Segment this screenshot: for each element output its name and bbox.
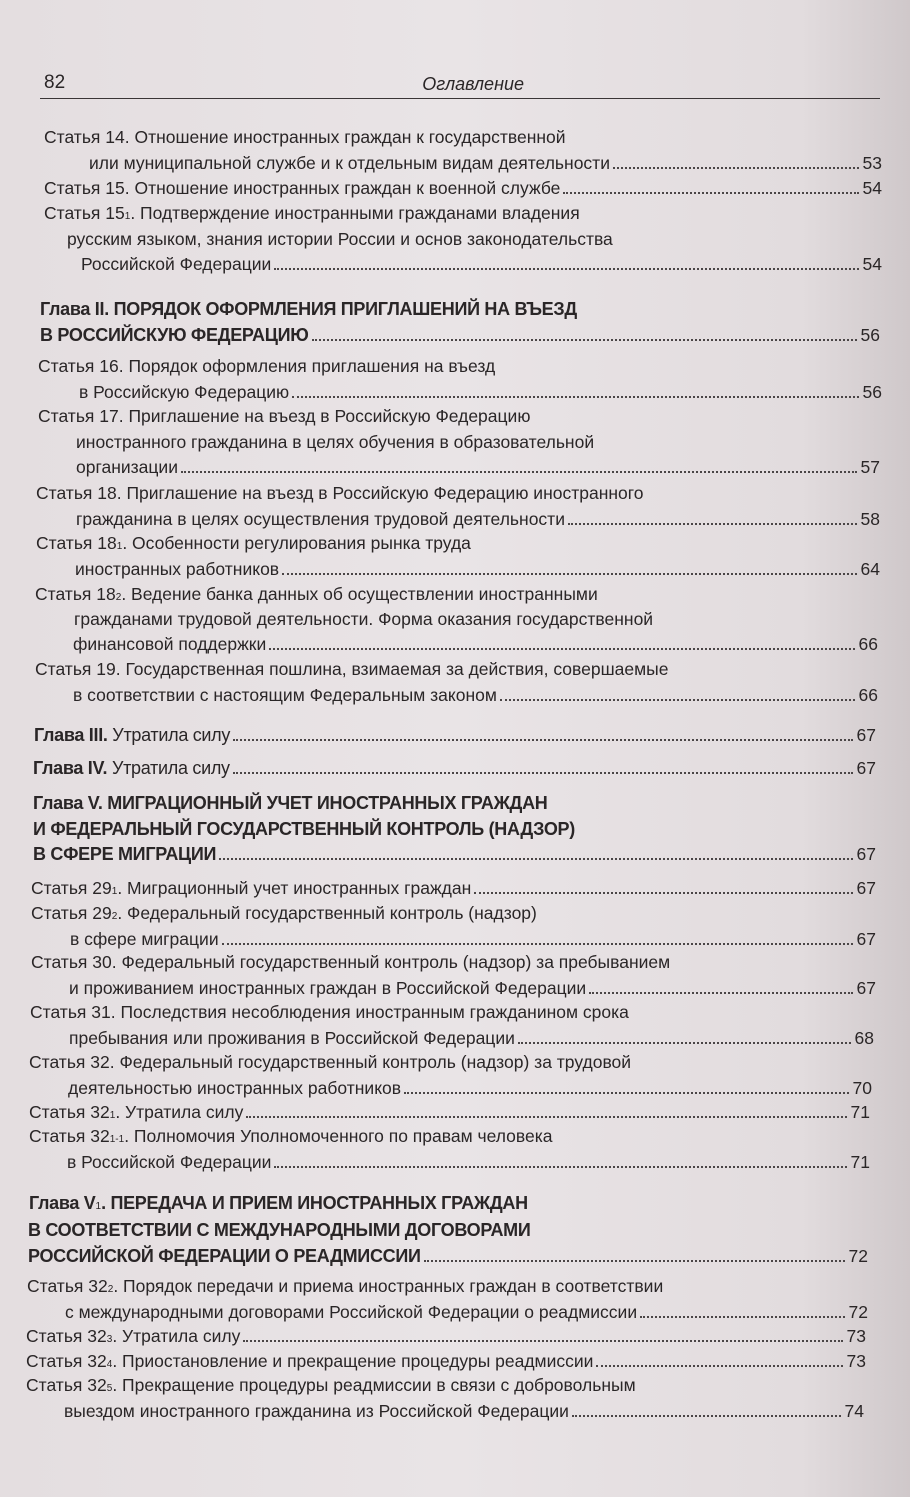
toc-article-line[interactable] — [29, 1050, 631, 1074]
toc-entry-title: Отношение иностранных граждан к военной службе — [129, 178, 561, 198]
toc-article-line[interactable]: Статья 18 1 . Особенности регулирования рынка труда — [36, 533, 471, 553]
toc-article-line[interactable]: Статья 32 2 . Порядок передачи и приема иностранных граждан в соответствии — [27, 1276, 664, 1296]
toc-article-line[interactable] — [75, 557, 880, 581]
running-title: Оглавление — [422, 74, 524, 94]
toc-article-line[interactable] — [35, 657, 668, 681]
toc-entry-title: выездом иностранного гражданина из Российской Федерации — [64, 1401, 569, 1421]
toc-entry-title: В СФЕРЕ МИГРАЦИИ — [33, 844, 217, 864]
toc-article-line[interactable]: Статья 32 1 . Утратила силу 71 — [29, 1102, 870, 1122]
toc-page-number: 73 — [846, 1326, 866, 1346]
toc-entry-title: . Прекращение процедуры реадмиссии в связи с добровольным — [112, 1375, 636, 1395]
dot-leader — [640, 1315, 844, 1318]
toc-entry-title: в соответствии с настоящим Федеральным законом — [73, 685, 497, 705]
toc-entry-title: Порядок оформления приглашения на въезд — [123, 356, 496, 376]
toc-chapter-line[interactable] — [40, 323, 880, 347]
toc-entry-title: иностранных работников — [75, 559, 280, 579]
toc-entry-title: Российской Федерации — [81, 254, 272, 274]
toc-article-line[interactable]: Статья 32 5 . Прекращение процедуры реадмиссии в связи с добровольным — [26, 1375, 636, 1395]
toc-entry-title: Государственная пошлина, взимаемая за действия, совершаемые — [120, 659, 669, 679]
running-header — [40, 64, 880, 99]
toc-entry-title: русским языком, знания истории России и основ законодательства — [67, 229, 613, 249]
toc-page-number: 71 — [850, 1102, 870, 1122]
toc-entry-title: в Российской Федерации — [67, 1152, 272, 1172]
toc-entry-title: гражданина в целях осуществления трудовой деятельности — [76, 509, 565, 529]
toc-page-number: 67 — [856, 929, 876, 949]
toc-entry-title: деятельностью иностранных работников — [68, 1078, 402, 1098]
toc-page-number: 56 — [862, 382, 882, 402]
toc-entry-title: гражданами трудовой деятельности. Форма оказания государственной — [74, 609, 654, 629]
toc-article-line[interactable] — [65, 1300, 868, 1324]
toc-article-line[interactable] — [36, 481, 644, 505]
toc-page-number: 72 — [848, 1246, 868, 1266]
toc-page-number: 73 — [846, 1351, 866, 1371]
toc-entry-label: Статья 17. — [38, 406, 124, 426]
dot-leader — [596, 1364, 842, 1367]
dot-leader — [233, 771, 853, 774]
toc-entry-title: В РОССИЙСКУЮ ФЕДЕРАЦИЮ — [40, 325, 309, 345]
toc-article-line[interactable] — [68, 1076, 872, 1100]
dot-leader — [589, 991, 852, 994]
toc-entry-label: Глава II. — [40, 299, 109, 319]
toc-entry-title: МИГРАЦИОННЫЙ УЧЕТ ИНОСТРАННЫХ ГРАЖДАН — [102, 793, 548, 813]
toc-entry-label: Статья 32 — [26, 1351, 107, 1371]
dot-leader — [563, 191, 858, 194]
toc-article-line[interactable]: Статья 32 4 . Приостановление и прекращение процедуры реадмиссии 73 — [26, 1351, 866, 1371]
toc-article-line[interactable]: Статья 29 2 . Федеральный государственный контроль (надзор) — [31, 903, 537, 923]
toc-entry-label: Глава III. — [34, 725, 108, 745]
toc-article-line[interactable]: Статья 15 1 . Подтверждение иностранными гражданами владения — [44, 203, 580, 223]
dot-leader — [500, 698, 855, 701]
toc-entry-title: . Утратила силу — [115, 1102, 244, 1122]
toc-entry-label: Статья 18 — [36, 533, 117, 553]
toc-entry-label: Статья 19. — [35, 659, 121, 679]
toc-page-number: 54 — [862, 178, 882, 198]
toc-article-line[interactable] — [74, 607, 653, 631]
dot-leader — [233, 738, 852, 741]
toc-page-number: 67 — [856, 978, 876, 998]
toc-entry-label: Статья 32 — [29, 1126, 110, 1146]
toc-entry-title: Утратила силу — [107, 725, 231, 745]
dot-leader — [424, 1259, 845, 1262]
toc-article-line[interactable]: Статья 32 3 . Утратила силу 73 — [26, 1326, 866, 1346]
toc-entry-title: Приглашение на въезд в Российскую Федерацию — [123, 406, 531, 426]
dot-leader — [568, 522, 857, 525]
toc-entry-title: организации — [76, 457, 178, 477]
toc-entry-title: пребывания или проживания в Российской Федерации — [69, 1028, 515, 1048]
toc-entry-title: и проживанием иностранных граждан в Российской Федерации — [69, 978, 587, 998]
toc-entry-label: Статья 32. — [29, 1052, 115, 1072]
toc-entry-title: И ФЕДЕРАЛЬНЫЙ ГОСУДАРСТВЕННЫЙ КОНТРОЛЬ (НАДЗОР) — [33, 819, 575, 839]
toc-article-line[interactable]: Статья 29 1 . Миграционный учет иностранных граждан 67 — [31, 878, 876, 898]
toc-page-number: 74 — [844, 1401, 864, 1421]
toc-article-line[interactable]: Статья 18 2 . Ведение банка данных об осуществлении иностранными — [35, 584, 598, 604]
dot-leader — [404, 1091, 848, 1094]
toc-entry-label: Статья 32 — [26, 1326, 107, 1346]
toc-entry-label: Глава V — [29, 1193, 96, 1213]
toc-chapter-line[interactable] — [33, 791, 547, 815]
toc-entry-title: . Порядок передачи и приема иностранных граждан в соответствии — [113, 1276, 664, 1296]
toc-entry-label: Статья 14. — [44, 127, 130, 147]
toc-entry-title: с международными договорами Российской Федерации о реадмиссии — [65, 1302, 638, 1322]
dot-leader — [292, 395, 858, 398]
toc-page-number: 54 — [862, 254, 882, 274]
toc-page-number: 72 — [848, 1302, 868, 1322]
dot-leader — [269, 647, 854, 650]
toc-article-line[interactable] — [89, 151, 882, 175]
toc-entry-title: . Полномочия Уполномоченного по правам человека — [124, 1126, 553, 1146]
toc-entry-title: Утратила силу — [107, 758, 230, 778]
toc-chapter-line[interactable] — [33, 842, 876, 866]
toc-article-line[interactable] — [69, 1026, 874, 1050]
toc-article-line[interactable] — [38, 354, 495, 378]
toc-article-line[interactable] — [73, 632, 878, 656]
toc-article-line[interactable] — [44, 176, 882, 200]
toc-page-number: 67 — [856, 844, 876, 864]
toc-chapter-line[interactable] — [28, 1244, 868, 1268]
toc-entry-label: Статья 31. — [30, 1002, 116, 1022]
toc-entry-title: Последствия несоблюдения иностранным гражданином срока — [115, 1002, 629, 1022]
toc-page-number: 71 — [850, 1152, 870, 1172]
toc-page-number: 67 — [856, 758, 876, 778]
toc-entry-label: Статья 18 — [35, 584, 116, 604]
toc-article-line[interactable] — [67, 227, 613, 251]
toc-entry-title: Приглашение на въезд в Российскую Федерацию иностранного — [121, 483, 644, 503]
toc-article-line[interactable] — [79, 380, 882, 404]
toc-entry-title: . Миграционный учет иностранных граждан — [117, 878, 472, 898]
toc-page-number: 57 — [860, 457, 880, 477]
toc-entry-title: ПОРЯДОК ОФОРМЛЕНИЯ ПРИГЛАШЕНИЙ НА ВЪЕЗД — [108, 299, 577, 319]
toc-article-line[interactable] — [70, 927, 876, 951]
dot-leader — [181, 470, 857, 473]
toc-page-number: 58 — [860, 509, 880, 529]
toc-chapter-line[interactable] — [33, 817, 575, 841]
toc-page-number: 53 — [862, 153, 882, 173]
toc-entry-title: . ПЕРЕДАЧА И ПРИЕМ ИНОСТРАННЫХ ГРАЖДАН — [101, 1193, 528, 1213]
dot-leader — [246, 1115, 846, 1118]
toc-page-number: 67 — [856, 725, 876, 745]
toc-article-line[interactable] — [81, 252, 882, 276]
toc-entry-label: Статья 16. — [38, 356, 124, 376]
toc-article-line[interactable] — [31, 950, 670, 974]
dot-leader — [572, 1414, 841, 1417]
toc-chapter-line[interactable] — [33, 756, 876, 780]
toc-entry-title: РОССИЙСКОЙ ФЕДЕРАЦИИ О РЕАДМИССИИ — [28, 1246, 421, 1266]
dot-leader — [274, 1165, 846, 1168]
toc-entry-title: или муниципальной службе и к отдельным видам деятельности — [89, 153, 610, 173]
toc-entry-title: Отношение иностранных граждан к государственной — [129, 127, 566, 147]
toc-entry-label: Статья 32 — [26, 1375, 107, 1395]
dot-leader — [312, 338, 857, 341]
toc-article-line[interactable] — [30, 1000, 629, 1024]
toc-entry-title: . Утратила силу — [112, 1326, 241, 1346]
dot-leader — [518, 1041, 851, 1044]
toc-entry-title: финансовой поддержки — [73, 634, 267, 654]
toc-entry-label: Статья 15 — [44, 203, 125, 223]
toc-entry-title: в сфере миграции — [70, 929, 219, 949]
toc-entry-label: Статья 29 — [31, 878, 112, 898]
toc-page-number: 56 — [860, 325, 880, 345]
toc-chapter-line[interactable] — [28, 1218, 530, 1242]
toc-page-number: 67 — [856, 878, 876, 898]
toc-page-number: 68 — [854, 1028, 874, 1048]
toc-chapter-line[interactable] — [40, 297, 577, 321]
toc-entry-label: Глава V. — [33, 793, 103, 813]
dot-leader — [274, 267, 858, 270]
toc-entry-title: Федеральный государственный контроль (надзор) за трудовой — [114, 1052, 632, 1072]
toc-entry-label: Статья 30. — [31, 952, 117, 972]
toc-page-number: 64 — [860, 559, 880, 579]
toc-page-number: 66 — [858, 685, 878, 705]
toc-entry-label: Статья 29 — [31, 903, 112, 923]
toc-article-line[interactable] — [44, 125, 566, 149]
toc-article-line[interactable] — [64, 1399, 864, 1423]
toc-entry-title: иностранного гражданина в целях обучения в образовательной — [76, 432, 595, 452]
toc-entry-title: . Федеральный государственный контроль (надзор) — [117, 903, 537, 923]
toc-entry-title: в Российскую Федерацию — [79, 382, 290, 402]
toc-entry-title: В СООТВЕТСТВИИ С МЕЖДУНАРОДНЫМИ ДОГОВОРАМИ — [28, 1220, 531, 1240]
toc-article-line[interactable]: Статья 32 1-1 . Полномочия Уполномоченного по правам человека — [29, 1126, 553, 1146]
toc-article-line[interactable] — [76, 507, 880, 531]
toc-chapter-line[interactable]: Глава V 1 . ПЕРЕДАЧА И ПРИЕМ ИНОСТРАННЫХ ГРАЖДАН — [29, 1193, 528, 1213]
toc-entry-label: Глава IV. — [33, 758, 108, 778]
toc-article-line[interactable] — [76, 455, 880, 479]
page-number: 82 — [44, 72, 66, 93]
toc-article-line[interactable] — [69, 976, 876, 1000]
dot-leader — [219, 857, 852, 860]
dot-leader — [243, 1339, 842, 1342]
toc-article-line[interactable] — [73, 683, 878, 707]
toc-entry-title: . Приостановление и прекращение процедуры реадмиссии — [112, 1351, 594, 1371]
toc-entry-title: Федеральный государственный контроль (надзор) за пребыванием — [116, 952, 671, 972]
toc-entry-label: Статья 15. — [44, 178, 130, 198]
toc-entry-label: Статья 18. — [36, 483, 122, 503]
toc-entry-label: Статья 32 — [27, 1276, 108, 1296]
toc-article-line[interactable] — [76, 430, 594, 454]
dot-leader — [474, 891, 852, 894]
dot-leader — [282, 572, 856, 575]
toc-page-number: 66 — [858, 634, 878, 654]
toc-entry-title: . Ведение банка данных об осуществлении иностранными — [121, 584, 598, 604]
toc-entry-title: . Особенности регулирования рынка труда — [122, 533, 471, 553]
toc-article-line[interactable] — [67, 1150, 870, 1174]
toc-entry-label: Статья 32 — [29, 1102, 110, 1122]
dot-leader — [613, 166, 859, 169]
toc-chapter-line[interactable] — [34, 723, 876, 747]
toc-page-number: 70 — [852, 1078, 872, 1098]
dot-leader — [222, 942, 853, 945]
toc-entry-title: . Подтверждение иностранными гражданами владения — [130, 203, 580, 223]
toc-article-line[interactable] — [38, 404, 530, 428]
